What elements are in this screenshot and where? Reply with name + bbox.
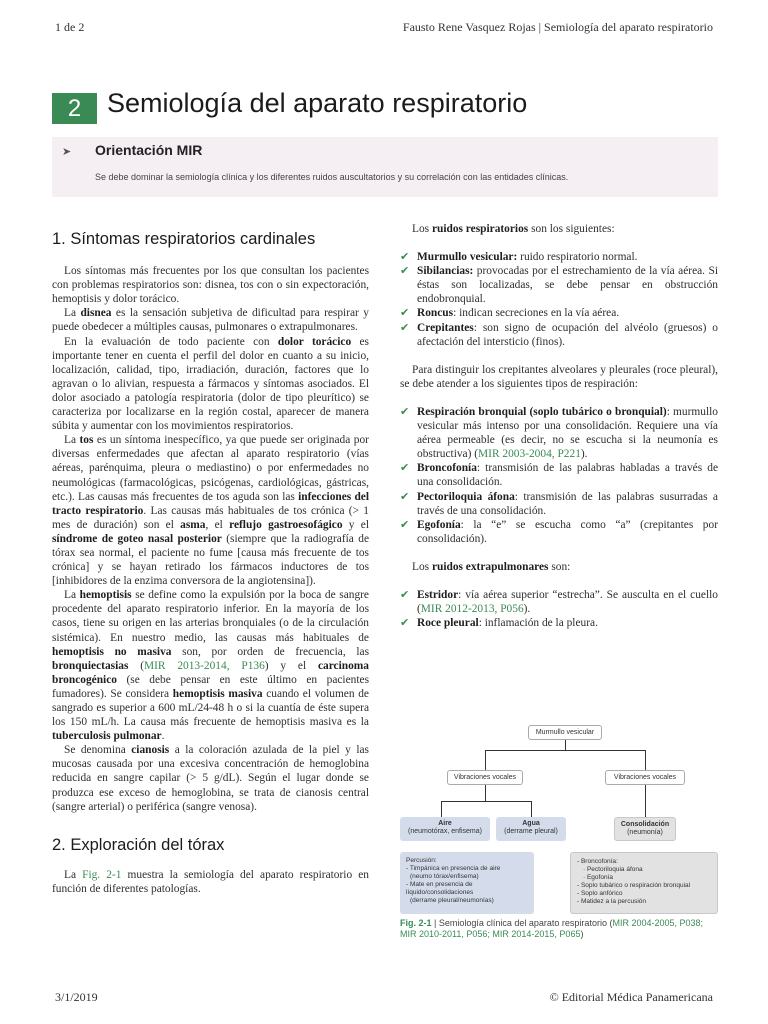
left-column xyxy=(52,232,369,896)
check-icon: ✔ xyxy=(400,250,410,264)
paragraph: La disnea es la sensación subjetiva de dificultad para respirar y puede obedecer a múltiples causas, pulmonares o extrapulmonares. xyxy=(52,307,369,334)
paragraph: Para distinguir los crepitantes alveolares y pleurales (roce pleural), se debe atender a los siguientes tipos de respiración: xyxy=(400,363,718,390)
check-icon: ✔ xyxy=(400,517,410,531)
connector xyxy=(441,801,531,802)
check-icon: ✔ xyxy=(400,461,410,475)
extrapulmonares-list xyxy=(400,588,718,630)
orientacion-text: Se debe dominar la semiología clínica y los diferentes ruidos auscultatorios y su correlación con las entidades clínicas. xyxy=(95,172,569,182)
list-item: ✔ Egofonía: la “e” se escucha como “a” (crepitantes por consolidación). xyxy=(400,517,718,545)
consolidacion-signs-panel: - Broncofonía: · Pectoriloquia áfona · Egofonía - Soplo tubárico o respiración bronquial - Soplo anfórico - Matidez a la percusión xyxy=(570,852,718,914)
check-icon: ✔ xyxy=(400,306,410,320)
list-item: ✔ Pectoriloquia áfona: transmisión de las palabras susurradas a través de una consolidación. xyxy=(400,489,718,517)
diagram-mid-right-node: Vibraciones vocales xyxy=(605,770,685,785)
check-icon: ✔ xyxy=(400,320,410,334)
respiracion-list xyxy=(400,405,718,546)
diagram-consolidacion-node: Consolidación (neumonía) xyxy=(614,817,676,841)
mir-reference[interactable]: MIR 2012-2013, P056 xyxy=(420,603,524,616)
pen-icon: ➤ xyxy=(62,145,72,158)
paragraph: Los ruidos extrapulmonares son: xyxy=(412,560,571,573)
list-item: ✔ Estridor: vía aérea superior “estrecha”. Se ausculta en el cuello (MIR 2012-2013, P056). xyxy=(400,587,718,616)
connector xyxy=(485,750,486,770)
connector xyxy=(485,750,645,751)
check-icon: ✔ xyxy=(400,489,410,503)
chapter-number: 2 xyxy=(52,93,97,124)
check-icon: ✔ xyxy=(400,587,410,601)
list-item: ✔ Roncus: indican secreciones en la vía aérea. xyxy=(400,306,620,320)
list-item: ✔ Sibilancias: provocadas por el estrechamiento de la vía aérea. Si éstas son localizadas, se debe pensar en obstrucción endobronquial. xyxy=(400,264,718,306)
list-item: ✔ Murmullo vesicular: ruido respiratorio normal. xyxy=(400,250,638,264)
paragraph: La tos es un síntoma inespecífico, ya que puede ser originada por diversas enfermedades que afectan al aparato respiratorio (vías aéreas, parénquima, pleura o mediastino) o por enfermedades no neumológicas (farmacológicas, psicógenas, cardiológicas, gástricas, etc.). Las causas más frecuentes de tos aguda son las infecciones del tracto respiratorio. Las causas más habituales de tos crónica (> 1 mes de duración) son el asma, el reflujo gastroesofágico y el síndrome de goteo nasal posterior (siempre que la radiografía de tórax sea normal, el paciente no fume [causa más frecuente de tos crónica] y se hayan retirado los fármacos inductores de tos [inhibidores de la enzima conversora de la angiotensina]). xyxy=(52,434,370,588)
paragraph: En la evaluación de todo paciente con dolor torácico es importante tener en cuenta el perfil del dolor en cuanto a su inicio, localización, calidad, tipo, irradiación, duración, factores que lo agravan o lo alivian, respuesta a fármacos y síntomas asociados. El dolor asociado a patología respiratoria (dolor de tipo pleurítico) se caracteriza por localizarse en la región costal, aparecer de manera súbita y aumentar con los movimientos respiratorios. xyxy=(52,335,369,433)
check-icon: ✔ xyxy=(400,616,410,630)
section-2-title: 2. Exploración del tórax xyxy=(52,835,225,854)
footer-date: 3/1/2019 xyxy=(55,990,98,1004)
mir-reference[interactable]: MIR 2003-2004, P221 xyxy=(478,448,581,461)
connector xyxy=(645,750,646,770)
ruidos-list xyxy=(400,250,718,349)
figure-link[interactable]: Fig. 2-1 xyxy=(82,868,122,881)
figure-caption: Fig. 2-1 | Semiología clínica del aparato respiratorio (MIR 2004-2005, P038; MIR 2010-2011, P056; MIR 2014-2015, P065) xyxy=(400,918,704,939)
running-header: Fausto Rene Vasquez Rojas | Semiología del aparato respiratorio xyxy=(402,20,713,34)
footer-publisher: © Editorial Médica Panamericana xyxy=(549,990,713,1004)
list-item: ✔ Crepitantes: son signo de ocupación del alvéolo (gruesos) o afectación del intersticio (finos). xyxy=(400,320,718,348)
section-1-title: 1. Síntomas respiratorios cardinales xyxy=(52,230,316,248)
connector xyxy=(645,785,646,817)
connector xyxy=(441,801,442,817)
paragraph: La Fig. 2-1 muestra la semiología del aparato respiratorio en función de diferentes patologías. xyxy=(52,868,369,895)
connector xyxy=(485,785,486,801)
right-column xyxy=(400,222,718,630)
connector xyxy=(565,740,566,750)
diagram-agua-node: Agua (derrame pleural) xyxy=(496,817,566,841)
diagram-mid-left-node: Vibraciones vocales xyxy=(447,770,523,785)
orientacion-title: Orientación MIR xyxy=(95,142,203,158)
paragraph: Los ruidos respiratorios son los siguientes: xyxy=(412,223,615,235)
list-item: ✔ Respiración bronquial (soplo tubárico o bronquial): murmullo vesicular más intenso por una consolidación. Requiere una vía aérea permeable (es decir, no se escucha si la neumonía es obstructiva) (MIR 2003-2004, P221). xyxy=(400,404,718,461)
semiology-diagram xyxy=(398,722,720,914)
check-icon: ✔ xyxy=(400,404,410,418)
page-counter: 1 de 2 xyxy=(55,20,85,34)
check-icon: ✔ xyxy=(400,264,410,278)
diagram-root-node: Murmullo vesicular xyxy=(528,725,602,740)
list-item: ✔ Broncofonía: transmisión de las palabras habladas a través de una consolidación. xyxy=(400,461,718,489)
paragraph: Los síntomas más frecuentes por los que consultan los pacientes con problemas respiratorios son: disnea, tos con o sin expectoración, hemoptisis y dolor torácico. xyxy=(52,265,369,306)
chapter-title: Semiología del aparato respiratorio xyxy=(107,88,528,118)
paragraph: La hemoptisis se define como la expulsión por la boca de sangre procedente del aparato respiratorio inferior. En la mayoría de los casos, tiene su origen en las arterias bronquiales (o de la circulación sistémica). En nuestro medio, las causas más habituales de hemoptisis no masiva son, por orden de frecuencia, las bronquiectasias (MIR 2013-2014, P136) y el carcinoma broncogénico (se debe pensar en este último en pacientes fumadores). Se considera hemoptisis masiva cuando el volumen de sangrado es superior a 600 mL/24-48 h o si la cuantía de éste supera los 150 mL/h. La causa más frecuente de hemoptisis masiva es la tuberculosis pulmonar. xyxy=(52,589,369,743)
percusion-panel: Percusión: - Timpánica en presencia de aire (neumo tórax/enfisema) - Mate en presencia de líquido/consolidaciones (derrame pleural/neumonías) xyxy=(400,852,534,914)
connector xyxy=(531,801,532,817)
mir-reference[interactable]: MIR 2004-2005, P038; MIR 2010-2011, P056; MIR 2014-2015, P065 xyxy=(400,918,704,939)
orientacion-box xyxy=(52,137,718,197)
paragraph: Se denomina cianosis a la coloración azulada de la piel y las mucosas causada por una excesiva concentración de hemoglobina reducida en sangre capilar (> 5 g/dL). Según el lugar donde se produzca ese exceso de hemoglobina, se trata de cianosis central (sangre arterial) o periférica (sangre venosa). xyxy=(52,744,369,813)
diagram-aire-node: Aire (neumotórax, enfisema) xyxy=(400,817,490,841)
mir-reference[interactable]: MIR 2013-2014, P136 xyxy=(144,659,265,672)
list-item: ✔ Roce pleural: inflamación de la pleura. xyxy=(400,616,598,630)
